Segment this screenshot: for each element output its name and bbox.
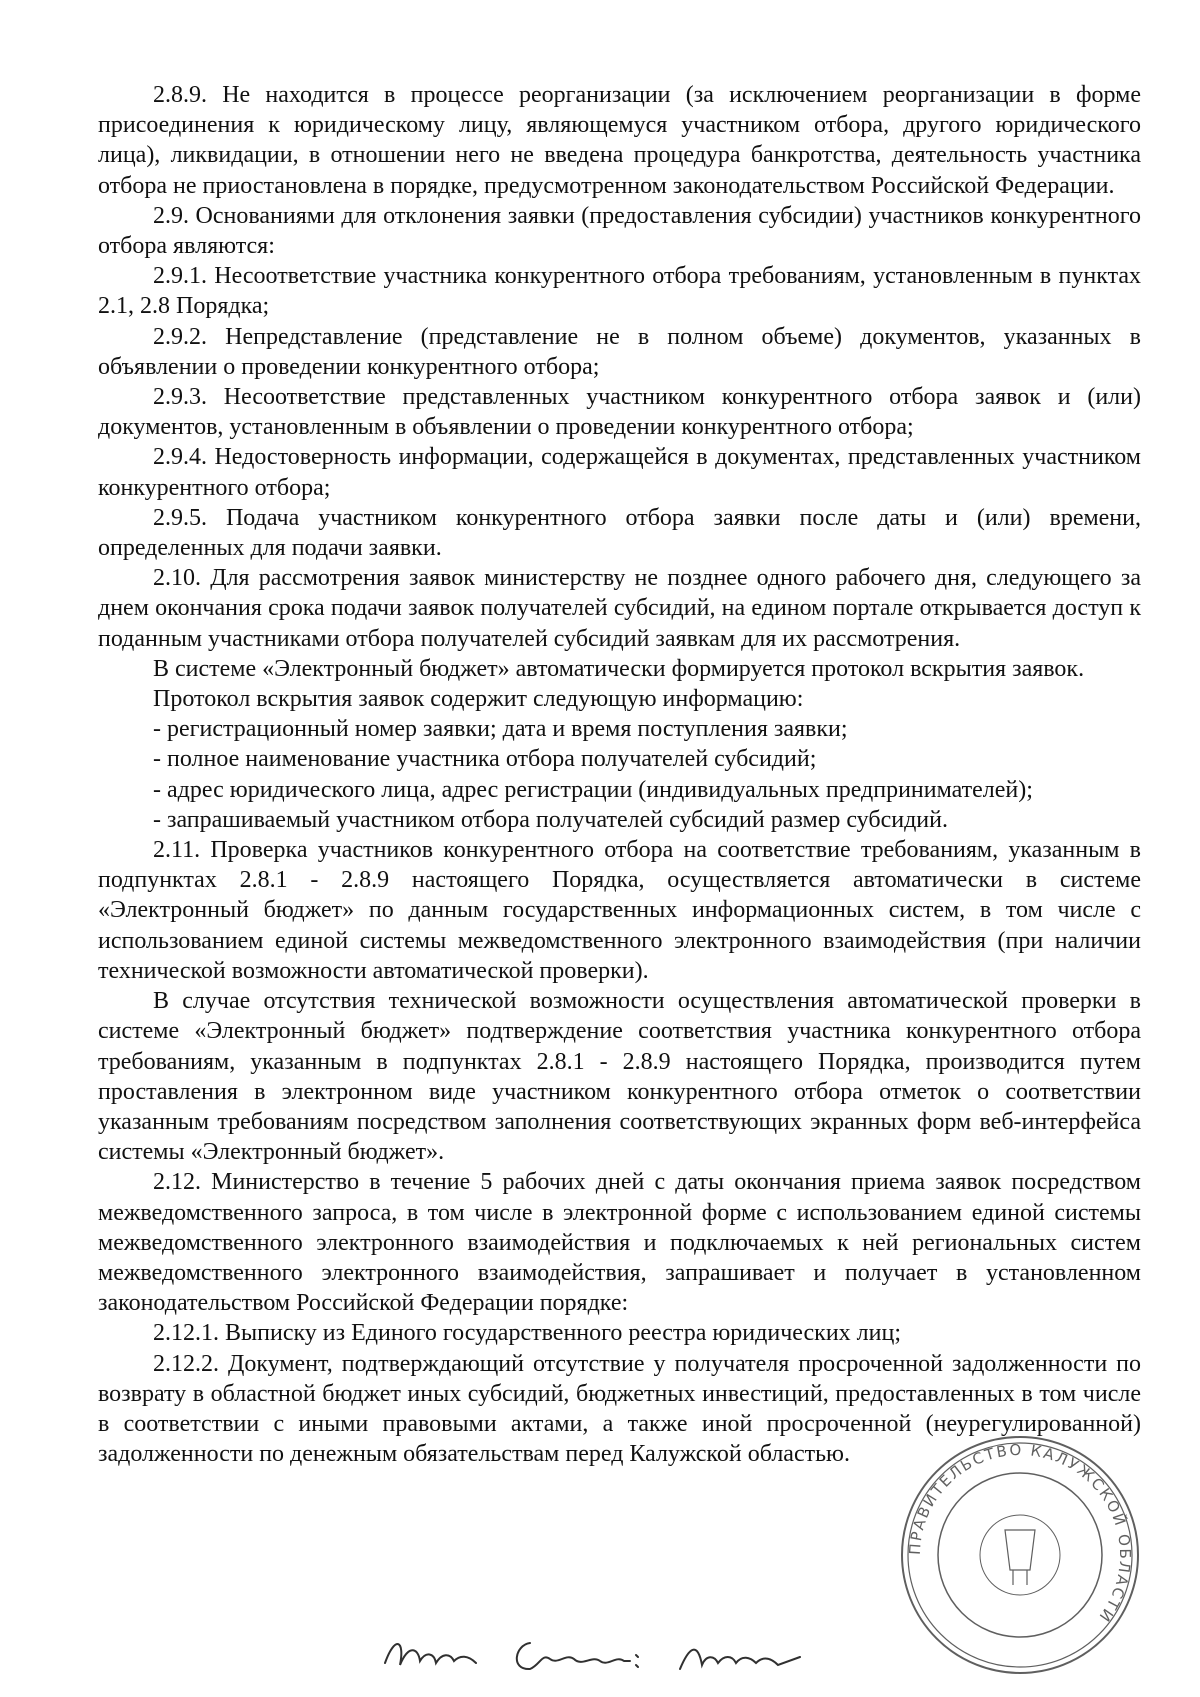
paragraph-2-10-contents: Протокол вскрытия заявок содержит следующую информацию: (153, 686, 804, 713)
official-seal-stamp (895, 1420, 1145, 1690)
paragraph-2-12-1: 2.12.1. Выписку из Единого государственного реестра юридических лиц; (153, 1320, 901, 1347)
paragraph-2-11: 2.11. Проверка участников конкурентного отбора на соответствие требованиям, указанным в подпунктах 2.8.1 - 2.8.9 настоящего Порядка, осуществляется автоматически в системе «Электронный бюджет» по данным государственных информационных систем, в том числе с использованием единой системы межведомственного электронного взаимодействия (при наличии технической возможности автоматической проверки). (98, 837, 1141, 984)
paragraph-2-12-2: 2.12.2. Документ, подтверждающий отсутствие у получателя просроченной задолженности по возврату в областной бюджет иных субсидий, бюджетных инвестиций, предоставленных в том числе в соответствии с иными правовыми актами, а также иной просроченной (неурегулированной) задолженности по денежным обязательствам перед Калужской областью. (98, 1350, 1141, 1468)
list-item: - запрашиваемый участником отбора получателей субсидий размер субсидий. (153, 806, 948, 833)
paragraph-2-9-4: 2.9.4. Недостоверность информации, содержащейся в документах, представленных участником конкурентного отбора; (98, 444, 1141, 501)
document-body (98, 80, 1141, 1469)
handwritten-signatures (380, 1625, 900, 1685)
seal-ring-text: ПРАВИТЕЛЬСТВО КАЛУЖСКОЙ ОБЛАСТИ (905, 1440, 1135, 1627)
paragraph-2-9-2: 2.9.2. Непредставление (представление не в полном объеме) документов, указанных в объявлении о проведении конкурентного отбора; (98, 323, 1141, 380)
paragraph-2-9-3: 2.9.3. Несоответствие представленных участником конкурентного отбора заявок и (или) документов, установленным в объявлении о проведении конкурентного отбора; (98, 384, 1141, 441)
list-item: - регистрационный номер заявки; дата и время поступления заявки; (153, 716, 848, 743)
paragraph-2-11-manual: В случае отсутствия технической возможности осуществления автоматической проверки в системе «Электронный бюджет» подтверждение соответствия участника конкурентного отбора требованиям, указанным в подпунктах 2.8.1 - 2.8.9 настоящего Порядка, производится путем проставления в электронном виде участником конкурентного отбора отметок о соответствии указанным требованиям посредством заполнения соответствующих экранных форм веб-интерфейса системы «Электронный бюджет». (98, 988, 1141, 1166)
paragraph-2-9-5: 2.9.5. Подача участником конкурентного отбора заявки после даты и (или) времени, определенных для подачи заявки. (98, 504, 1141, 562)
paragraph-2-9: 2.9. Основаниями для отклонения заявки (предоставления субсидии) участников конкурентного отбора являются: (98, 202, 1141, 260)
paragraph-2-12: 2.12. Министерство в течение 5 рабочих дней с даты окончания приема заявок посредством межведомственного запроса, в том числе в электронной форме с использованием единой системы межведомственного электронного взаимодействия и подключаемых к ней региональных систем межведомственного электронного взаимодействия, запрашивает и получает в установленном законодательством Российской Федерации порядке: (98, 1169, 1141, 1317)
list-item: - адрес юридического лица, адрес регистрации (индивидуальных предпринимателей); (153, 776, 1033, 803)
paragraph-2-10: 2.10. Для рассмотрения заявок министерству не позднее одного рабочего дня, следующего за днем окончания срока подачи заявок получателей субсидий, на едином портале открывается доступ к поданным участниками отбора получателей субсидий заявкам для их рассмотрения. (98, 565, 1141, 652)
paragraph-2-10-protocol: В системе «Электронный бюджет» автоматически формируется протокол вскрытия заявок. (153, 655, 1085, 682)
list-item: - полное наименование участника отбора получателей субсидий; (153, 746, 817, 773)
paragraph-2-8-9: 2.8.9. Не находится в процессе реорганизации (за исключением реорганизации в форме присоединения к юридическому лицу, являющемуся участником отбора, другого юридического лица), ликвидации, в отношении него не введена процедура банкротства, деятельность участника отбора не приостановлена в порядке, предусмотренном законодательством Российской Федерации. (98, 82, 1141, 199)
paragraph-2-9-1: 2.9.1. Несоответствие участника конкурентного отбора требованиям, установленным в пунктах 2.1, 2.8 Порядка; (98, 263, 1141, 320)
